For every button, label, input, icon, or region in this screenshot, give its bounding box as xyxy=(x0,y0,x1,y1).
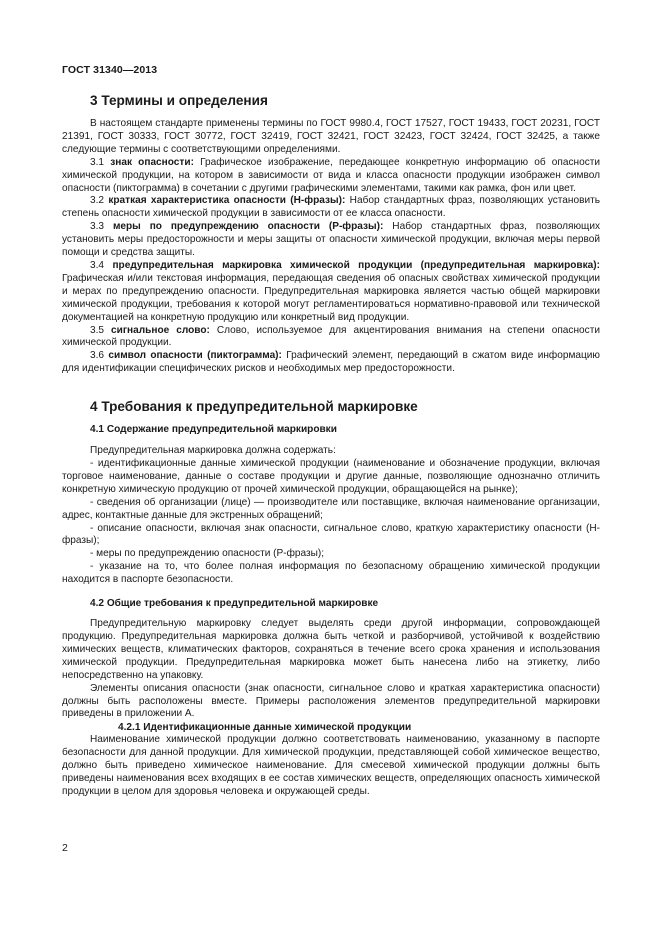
page-content xyxy=(62,90,600,799)
section-4-2-1-title: 4.2.1 Идентификационные данные химической продукции xyxy=(118,722,412,734)
section-4-title: 4 Требования к предупредительной маркировке xyxy=(90,399,418,415)
list-item: - сведения об организации (лице) — производителе или поставщике, включая наименование организации, адрес, контактные данные для экстренных обращений; xyxy=(62,496,600,521)
term-3-1 xyxy=(62,157,600,196)
section-3-intro: В настоящем стандарте применены термины по ГОСТ 9980.4, ГОСТ 17527, ГОСТ 19433, ГОСТ 20231, ГОСТ 21391, ГОСТ 30333, ГОСТ 30772, ГОСТ 32419, ГОСТ 32421, ГОСТ 32423, ГОСТ 32424, ГОСТ 32425, а также следующие термины с соответствующими определениями. xyxy=(62,118,600,155)
term-name: сигнальное слово: xyxy=(111,324,210,336)
term-number: 3.4 xyxy=(90,259,105,271)
term-definition: Графическое изображение, передающее конкретную информацию об опасности химической продукции, на котором в зависимости от вида и класса опасности продукции изображен символ опасности (пиктограмма) в сочетании с другими графическими элементами, такими как рамка, фон или цвет. xyxy=(62,156,601,194)
section-3-title: 3 Термины и определения xyxy=(90,93,268,108)
term-3-3 xyxy=(62,221,600,260)
term-definition: Набор стандартных фраз, позволяющих установить степень опасности химической продукции в зависимости от ее класса опасности. xyxy=(62,195,600,220)
term-definition: Графический элемент, передающий в сжатом виде информацию для идентификации специфических рисков и необходимых мер предосторожности. xyxy=(62,350,600,375)
term-number: 3.3 xyxy=(90,221,105,233)
term-3-2 xyxy=(62,195,600,221)
list-item: - указание на то, что более полная информация по безопасному обращению химической продукции находится в паспорте безопасности. xyxy=(62,561,600,586)
term-name: символ опасности (пиктограмма): xyxy=(108,350,282,362)
term-definition: Набор стандартных фраз, позволяющих установить меры предосторожности и меры защиты от опасности химической продукции, включая меры первой помощи и средства защиты. xyxy=(62,221,601,259)
term-definition: Слово, используемое для акцентирования внимания на степени опасности химической продукции. xyxy=(62,324,600,349)
term-name: знак опасности: xyxy=(110,156,194,168)
term-definition: Графическая и/или текстовая информация, передающая сведения об опасных свойствах химической продукции и мерах по предупреждению опасности. Предупредительная маркировка является частью общей маркировки химической продукции, требования к которой могут регламентироваться нормативно-правовой или технической документацией на конкретную продукцию или конкретный вид продукции. xyxy=(62,272,600,323)
section-4-2-title: 4.2 Общие требования к предупредительной маркировке xyxy=(90,598,379,610)
list-item: - меры по предупреждению опасности (Р-фразы); xyxy=(90,548,325,560)
list-item: - описание опасности, включая знак опасности, сигнальное слово, краткую характеристику опасности (Н-фразы); xyxy=(62,522,600,547)
page-number: 2 xyxy=(62,842,68,854)
section-4-2-paragraph: Элементы описания опасности (знак опасности, сигнальное слово и краткая характеристика опасности) должны быть расположены вместе. Примеры расположения элементов предупредительной маркировки приведены в приложении А. xyxy=(62,682,600,720)
list-item: - идентификационные данные химической продукции (наименование и обозначение продукции, включая торговое наименование, данные о составе продукции и другие данные, позволяющие однозначно отличить конкретную химическую продукцию от прочей химической продукции, обращающейся на рынке); xyxy=(62,458,600,495)
term-3-6 xyxy=(62,350,600,376)
term-number: 3.1 xyxy=(90,156,105,168)
term-3-5 xyxy=(62,325,600,351)
term-number: 3.5 xyxy=(90,324,105,336)
term-number: 3.2 xyxy=(90,195,105,207)
term-3-4 xyxy=(62,260,600,325)
term-name: краткая характеристика опасности (Н-фразы): xyxy=(108,195,346,207)
section-4-2-1-text: Наименование химической продукции должно соответствовать наименованию, указанному в паспорте безопасности для данной продукции. Для химической продукции, представляющей собой химическое вещество, должно быть приведено химическое наименование. Для смесевой химической продукции должны быть приведены наименования всех входящих в ее состав химических веществ, определяющих опасность химической продукции в целом для здоровья человека и окружающей среды. xyxy=(62,734,600,797)
section-4-1-intro: Предупредительная маркировка должна содержать: xyxy=(90,445,336,457)
term-number: 3.6 xyxy=(90,350,105,362)
term-name: меры по предупреждению опасности (Р-фразы): xyxy=(112,221,384,233)
term-name: предупредительная маркировка химической продукции (предупредительная маркировка): xyxy=(112,259,600,271)
standard-header: ГОСТ 31340—2013 xyxy=(62,64,158,76)
section-4-1-title: 4.1 Содержание предупредительной маркировки xyxy=(90,424,337,436)
section-4-2-paragraph: Предупредительную маркировку следует выделять среди другой информации, сопровождающей продукцию. Предупредительная маркировка должна быть четкой и разборчивой, устойчивой к воздействию химических веществ, климатических факторов, сохраняться в течение всего срока хранения и использования химической продукции. Предупредительная маркировка может быть нанесена либо на этикетку, либо непосредственно на упаковку. xyxy=(62,618,600,681)
